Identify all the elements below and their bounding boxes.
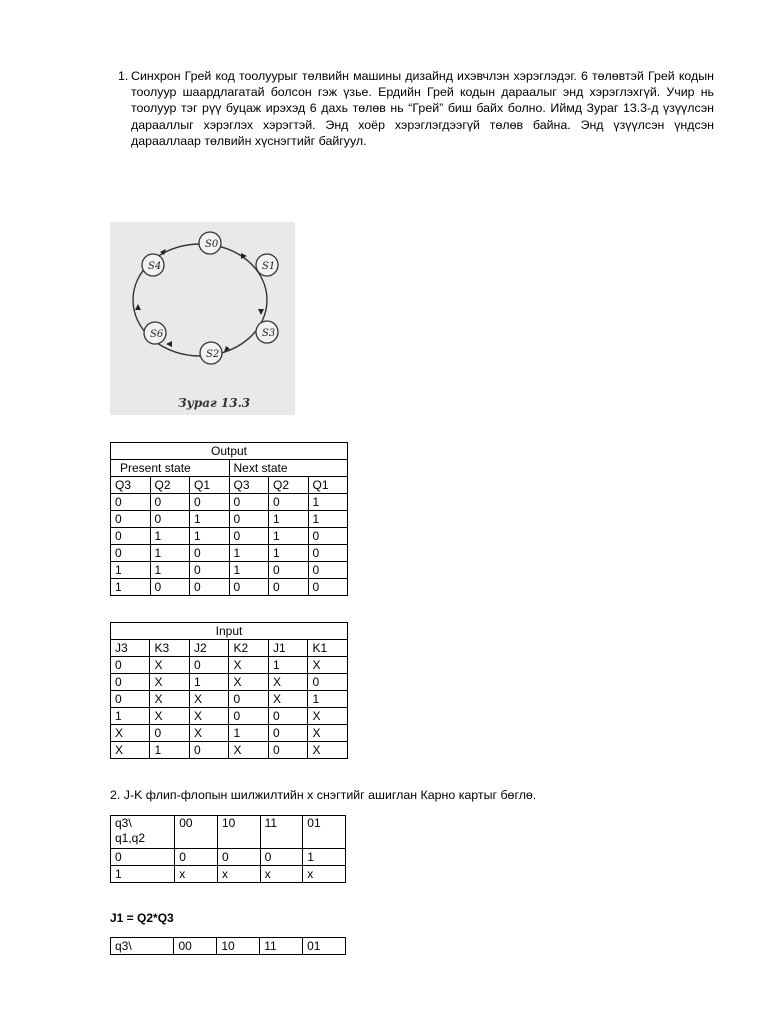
output-table-title: Output [111, 443, 348, 460]
column-header: Q1 [190, 477, 230, 494]
table-cell: 0 [111, 545, 151, 562]
column-header: Q2 [269, 477, 309, 494]
table-cell: 0 [190, 545, 230, 562]
kmap-cell: 0 [217, 849, 260, 866]
table-cell: 1 [308, 494, 348, 511]
table-cell: 0 [268, 742, 307, 759]
column-header: Q2 [150, 477, 190, 494]
svg-text:S1: S1 [262, 261, 276, 272]
table-cell: 1 [229, 545, 269, 562]
table-cell: X [189, 725, 228, 742]
table-cell: 0 [111, 528, 151, 545]
state-diagram [110, 222, 295, 415]
problem-1-text: Синхрон Грей код тоолуурыг төлвийн машины дизайнд ихэвчлэн хэрэглэдэг. 6 төлөвтэй Грей кодын тоолуур шаардлагатай болсон гэж үзье. Ердийн Грей кодын дараалыг энд хэрэглэхгүй. Учир нь тоолуур тэг рүү буцаж ирэхэд 6 дахь төлөв нь “Грей” биш байх болно. Иймд Зураг 13.3-д үзүүлсэн дарааллыг хэрэглэх хэрэгтэй. Энд хоёр хэрэглэгдээгүй төлөв байна. Энд үзүүлсэн үндсэн дарааллаар төлвийн хүснэгтийг байгуул. [131, 69, 714, 148]
input-column-headers [111, 640, 348, 657]
table-cell: 0 [268, 725, 307, 742]
table-cell: X [150, 674, 190, 691]
table-cell: 1 [190, 528, 230, 545]
kmap-row [111, 866, 346, 883]
table-cell: 0 [269, 494, 309, 511]
problem-2-text: 2. J-K флип-флопын шилжилтийн х снэгтийг ашиглан Карно картыг бөглө. [110, 788, 537, 802]
table-cell: 0 [150, 725, 190, 742]
table-cell: 0 [308, 579, 348, 596]
karnaugh-map [110, 815, 346, 883]
table-cell: 1 [308, 511, 348, 528]
table-cell: X [150, 691, 190, 708]
table-cell: 0 [229, 511, 269, 528]
input-excitation-table [110, 622, 348, 759]
table-row [111, 494, 348, 511]
state-diagram-figure [110, 222, 295, 415]
table-cell: 0 [268, 708, 307, 725]
table-row [111, 562, 348, 579]
table-cell: 1 [111, 708, 150, 725]
table-cell: X [150, 657, 190, 674]
table-cell: 0 [111, 674, 150, 691]
state-node-s1 [256, 254, 278, 276]
table-cell: 1 [269, 545, 309, 562]
svg-text:S4: S4 [148, 261, 162, 272]
table-cell: 0 [150, 579, 190, 596]
kmap-cell: 0 [260, 849, 303, 866]
svg-text:S2: S2 [206, 349, 220, 360]
figure-caption: Зураг 13.3 [178, 396, 251, 410]
table-cell: 1 [111, 562, 151, 579]
state-node-s4 [142, 254, 164, 276]
problem-1-number: 1. [118, 69, 129, 83]
table-row [111, 691, 348, 708]
equation-j1: J1 = Q2*Q3 [110, 911, 174, 925]
column-header: K3 [150, 640, 190, 657]
kmap-corner-label [111, 816, 175, 849]
table-cell: X [111, 742, 150, 759]
state-node-s0 [199, 232, 221, 254]
table-cell: 0 [189, 742, 228, 759]
table-row [111, 674, 348, 691]
column-header: Q1 [308, 477, 348, 494]
kmap-cell: x [303, 866, 346, 883]
svg-text:S3: S3 [262, 328, 276, 339]
table-cell: X [229, 674, 269, 691]
table-cell: X [111, 725, 150, 742]
kmap-cell: x [217, 866, 260, 883]
column-header: J1 [268, 640, 307, 657]
table-cell: 0 [269, 579, 309, 596]
output-state-table [110, 442, 348, 596]
table-cell: 1 [150, 562, 190, 579]
table-cell: 0 [150, 494, 190, 511]
column-header: J3 [111, 640, 150, 657]
table-row [111, 657, 348, 674]
kmap-column-header: 00 [175, 816, 218, 849]
kmap-column-header: 01 [303, 938, 346, 955]
table-cell: 0 [229, 494, 269, 511]
table-row [111, 579, 348, 596]
column-header: K2 [229, 640, 269, 657]
kmap-corner-line: q3\ [115, 816, 132, 830]
state-node-s6 [144, 322, 166, 344]
table-cell: X [308, 657, 348, 674]
next-state-header: Next state [229, 460, 348, 477]
table-cell: 0 [308, 674, 348, 691]
table-row [111, 725, 348, 742]
input-table-title: Input [111, 623, 348, 640]
kmap-column-header: 10 [217, 816, 260, 849]
kmap-column-header: 11 [260, 938, 303, 955]
table-cell: 0 [111, 494, 151, 511]
table-cell: 0 [190, 579, 230, 596]
table-row [111, 528, 348, 545]
table-cell: 1 [150, 742, 190, 759]
table-row [111, 545, 348, 562]
table-cell: 0 [308, 528, 348, 545]
table-cell: 0 [229, 708, 269, 725]
kmap-row-label: 0 [111, 849, 175, 866]
table-cell: X [268, 674, 307, 691]
table-cell: 0 [150, 511, 190, 528]
table-cell: X [189, 708, 228, 725]
present-state-header: Present state [111, 460, 230, 477]
svg-text:S0: S0 [205, 239, 219, 250]
table-cell: 1 [229, 725, 269, 742]
state-node-s3 [256, 321, 278, 343]
table-cell: X [308, 742, 348, 759]
state-node-s2 [200, 342, 222, 364]
table-cell: 0 [229, 579, 269, 596]
table-cell: X [308, 725, 348, 742]
transition-arrow [258, 309, 264, 315]
table-cell: 1 [269, 511, 309, 528]
table-cell: 1 [150, 545, 190, 562]
table-cell: 0 [111, 511, 151, 528]
table-row [111, 511, 348, 528]
table-cell: 0 [190, 562, 230, 579]
column-header: Q3 [229, 477, 269, 494]
table-cell: X [268, 691, 307, 708]
table-cell: 0 [308, 545, 348, 562]
kmap-row [111, 849, 346, 866]
table-cell: 0 [111, 691, 150, 708]
table-cell: X [308, 708, 348, 725]
column-header: Q3 [111, 477, 151, 494]
table-cell: X [189, 691, 228, 708]
kmap-corner-label: q3\ [111, 938, 174, 955]
table-cell: 0 [190, 494, 230, 511]
table-cell: 0 [229, 528, 269, 545]
kmap-column-header: 01 [303, 816, 346, 849]
kmap-column-header: 11 [260, 816, 303, 849]
table-cell: 0 [189, 657, 228, 674]
table-cell: 0 [111, 657, 150, 674]
kmap-corner-line: q1,q2 [115, 831, 146, 845]
table-cell: 1 [111, 579, 151, 596]
table-row [111, 742, 348, 759]
kmap-row-label: 1 [111, 866, 175, 883]
table-cell: 1 [308, 691, 348, 708]
table-cell: 1 [150, 528, 190, 545]
table-cell: 0 [229, 691, 269, 708]
transition-arrow [135, 304, 141, 310]
table-cell: X [229, 742, 269, 759]
karnaugh-map [110, 937, 346, 955]
table-cell: 0 [308, 562, 348, 579]
table-cell: 1 [229, 562, 269, 579]
kmap-header-row [111, 938, 346, 955]
table-cell: 1 [189, 674, 228, 691]
svg-text:S6: S6 [150, 329, 164, 340]
table-cell: 0 [269, 562, 309, 579]
kmap-cell: x [260, 866, 303, 883]
table-row [111, 708, 348, 725]
column-header: J2 [189, 640, 228, 657]
table-cell: 1 [269, 528, 309, 545]
kmap-cell: 0 [175, 849, 218, 866]
problem-1 [118, 68, 714, 149]
output-column-headers [111, 477, 348, 494]
kmap-header-row [111, 816, 346, 849]
column-header: K1 [308, 640, 348, 657]
transition-arrow [166, 341, 172, 347]
table-cell: X [229, 657, 269, 674]
table-cell: X [150, 708, 190, 725]
kmap-column-header: 00 [174, 938, 217, 955]
kmap-cell: 1 [303, 849, 346, 866]
kmap-cell: x [175, 866, 218, 883]
table-cell: 1 [190, 511, 230, 528]
table-cell: 1 [268, 657, 307, 674]
kmap-column-header: 10 [217, 938, 260, 955]
